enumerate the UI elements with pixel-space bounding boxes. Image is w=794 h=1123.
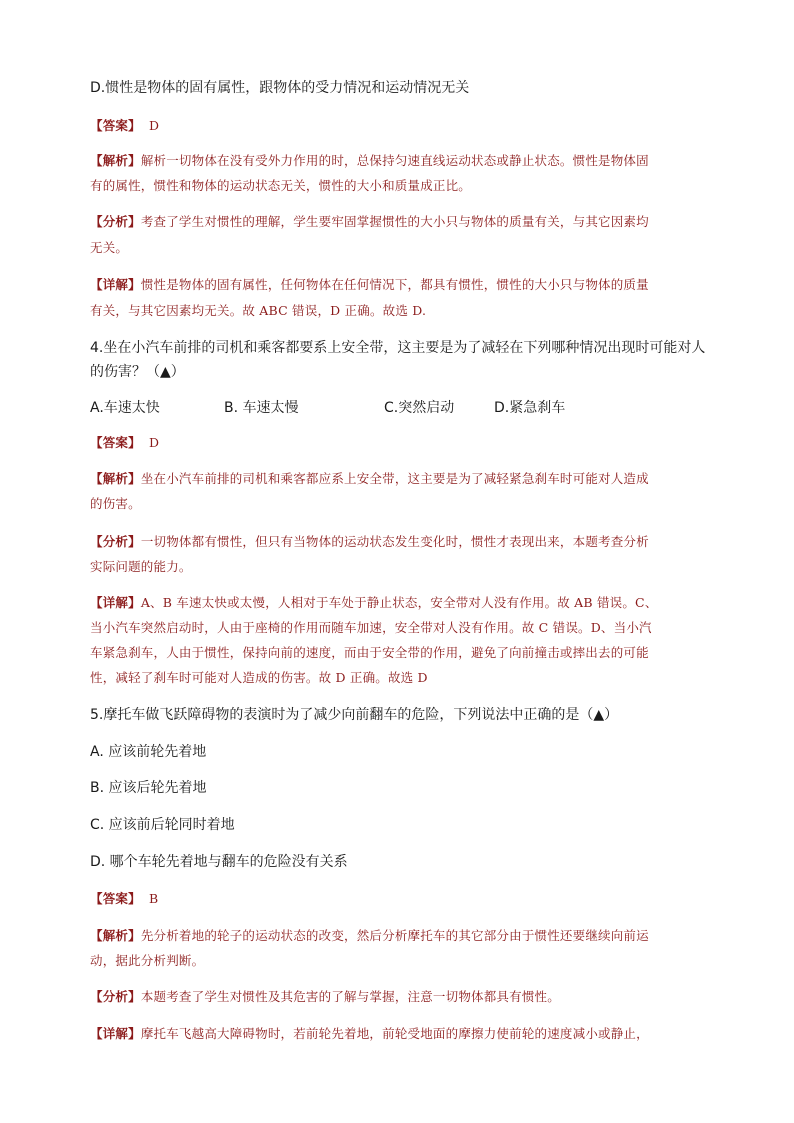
fenxi-tag: 【分析】 — [90, 534, 141, 549]
q5-answer — [90, 893, 158, 906]
q3-fenxi-line-2: 无关。 — [90, 240, 129, 255]
answer-value: D — [149, 435, 160, 450]
q3-answer — [90, 120, 159, 133]
q5-analysis-line-2: 动，据此分析判断。 — [90, 953, 205, 968]
q5-analysis-line-1 — [90, 930, 649, 943]
q4-option-b: B. 车速太慢 — [224, 400, 299, 416]
q4-fenxi-line-2: 实际问题的能力。 — [90, 559, 192, 574]
analysis-text: 先分析着地的轮子的运动状态的改变，然后分析摩托车的其它部分由于惯性还要继续向前运 — [140, 928, 649, 943]
q5-option-b: B. 应该后轮先着地 — [90, 780, 207, 796]
fenxi-text: 考查了学生对惯性的理解，学生要牢固掌握惯性的大小只与物体的质量有关，与其它因素均 — [140, 214, 649, 229]
fenxi-tag: 【分析】 — [90, 214, 141, 229]
q4-option-a: A.车速太快 — [90, 400, 160, 416]
fenxi-text: 一切物体都有惯性，但只有当物体的运动状态发生变化时，惯性才表现出来，本题考查分析 — [140, 534, 649, 549]
q5-option-d: D. 哪个车轮先着地与翻车的危险没有关系 — [90, 854, 348, 870]
detail-text: 惯性是物体的固有属性，任何物体在任何情况下，都具有惯性，惯性的大小只与物体的质量 — [140, 277, 649, 292]
q4-option-d: D.紧急刹车 — [494, 400, 566, 416]
q4-detail-line-2: 当小汽车突然启动时，人由于座椅的作用而随车加速，安全带对人没有作用。故 C 错误。D、当小汽 — [90, 620, 652, 635]
q3-analysis-line-2: 有的属性，惯性和物体的运动状态无关，惯性的大小和质量成正比。 — [90, 178, 472, 193]
detail-text: A、B 车速太快或太慢，人相对于车处于静止状态，安全带对人没有作用。故 AB 错误。C、 — [140, 595, 658, 610]
q4-stem-line-1: 4.坐在小汽车前排的司机和乘客都要系上安全带，这主要是为了减轻在下列哪种情况出现时可能对人 — [90, 340, 706, 356]
analysis-tag: 【解析】 — [90, 471, 141, 486]
q4-option-c: C.突然启动 — [384, 400, 455, 416]
analysis-tag: 【解析】 — [90, 928, 141, 943]
analysis-tag: 【解析】 — [90, 153, 141, 168]
detail-text: 摩托车飞越高大障碍物时，若前轮先着地，前轮受地面的摩擦力使前轮的速度减小或静止， — [140, 1026, 649, 1041]
q4-detail-line-3: 车紧急刹车，人由于惯性，保持向前的速度，而由于安全带的作用，避免了向前撞击或摔出去的可能 — [90, 645, 649, 660]
detail-tag: 【详解】 — [90, 277, 141, 292]
q4-stem-line-2: 的伤害？（▲） — [90, 364, 185, 380]
answer-tag: 【答案】 — [90, 118, 141, 133]
q4-analysis-line-1 — [90, 473, 649, 486]
q5-fenxi-line-1 — [90, 991, 560, 1004]
q5-stem: 5.摩托车做飞跃障碍物的表演时为了减少向前翻车的危险，下列说法中正确的是（▲） — [90, 707, 619, 723]
q5-option-a: A. 应该前轮先着地 — [90, 744, 207, 760]
q5-detail-line-1 — [90, 1028, 649, 1041]
answer-value: D — [149, 118, 160, 133]
q3-detail-line-1 — [90, 279, 649, 292]
q3-analysis-line-1 — [90, 155, 649, 168]
q5-option-c: C. 应该前后轮同时着地 — [90, 817, 235, 833]
q4-fenxi-line-1 — [90, 536, 649, 549]
answer-tag: 【答案】 — [90, 891, 141, 906]
answer-value: B — [149, 891, 159, 906]
q3-detail-line-2: 有关，与其它因素均无关。故 ABC 错误，D 正确。故选 D. — [90, 303, 427, 318]
answer-tag: 【答案】 — [90, 435, 141, 450]
fenxi-tag: 【分析】 — [90, 989, 141, 1004]
q4-analysis-line-2: 的伤害。 — [90, 496, 141, 511]
q4-detail-line-4: 性，减轻了刹车时可能对人造成的伤害。故 D 正确。故选 D — [90, 670, 428, 685]
q3-option-d: D.惯性是物体的固有属性，跟物体的受力情况和运动情况无关 — [90, 80, 470, 96]
analysis-text: 坐在小汽车前排的司机和乘客都应系上安全带，这主要是为了减轻紧急刹车时可能对人造成 — [140, 471, 649, 486]
q4-detail-line-1 — [90, 597, 658, 610]
q4-options — [90, 401, 690, 417]
detail-tag: 【详解】 — [90, 1026, 141, 1041]
fenxi-text: 本题考查了学生对惯性及其危害的了解与掌握，注意一切物体都具有惯性。 — [140, 989, 560, 1004]
q4-answer — [90, 437, 159, 450]
q3-fenxi-line-1 — [90, 216, 649, 229]
detail-tag: 【详解】 — [90, 595, 141, 610]
analysis-text: 解析一切物体在没有受外力作用的时，总保持匀速直线运动状态或静止状态。惯性是物体固 — [140, 153, 649, 168]
